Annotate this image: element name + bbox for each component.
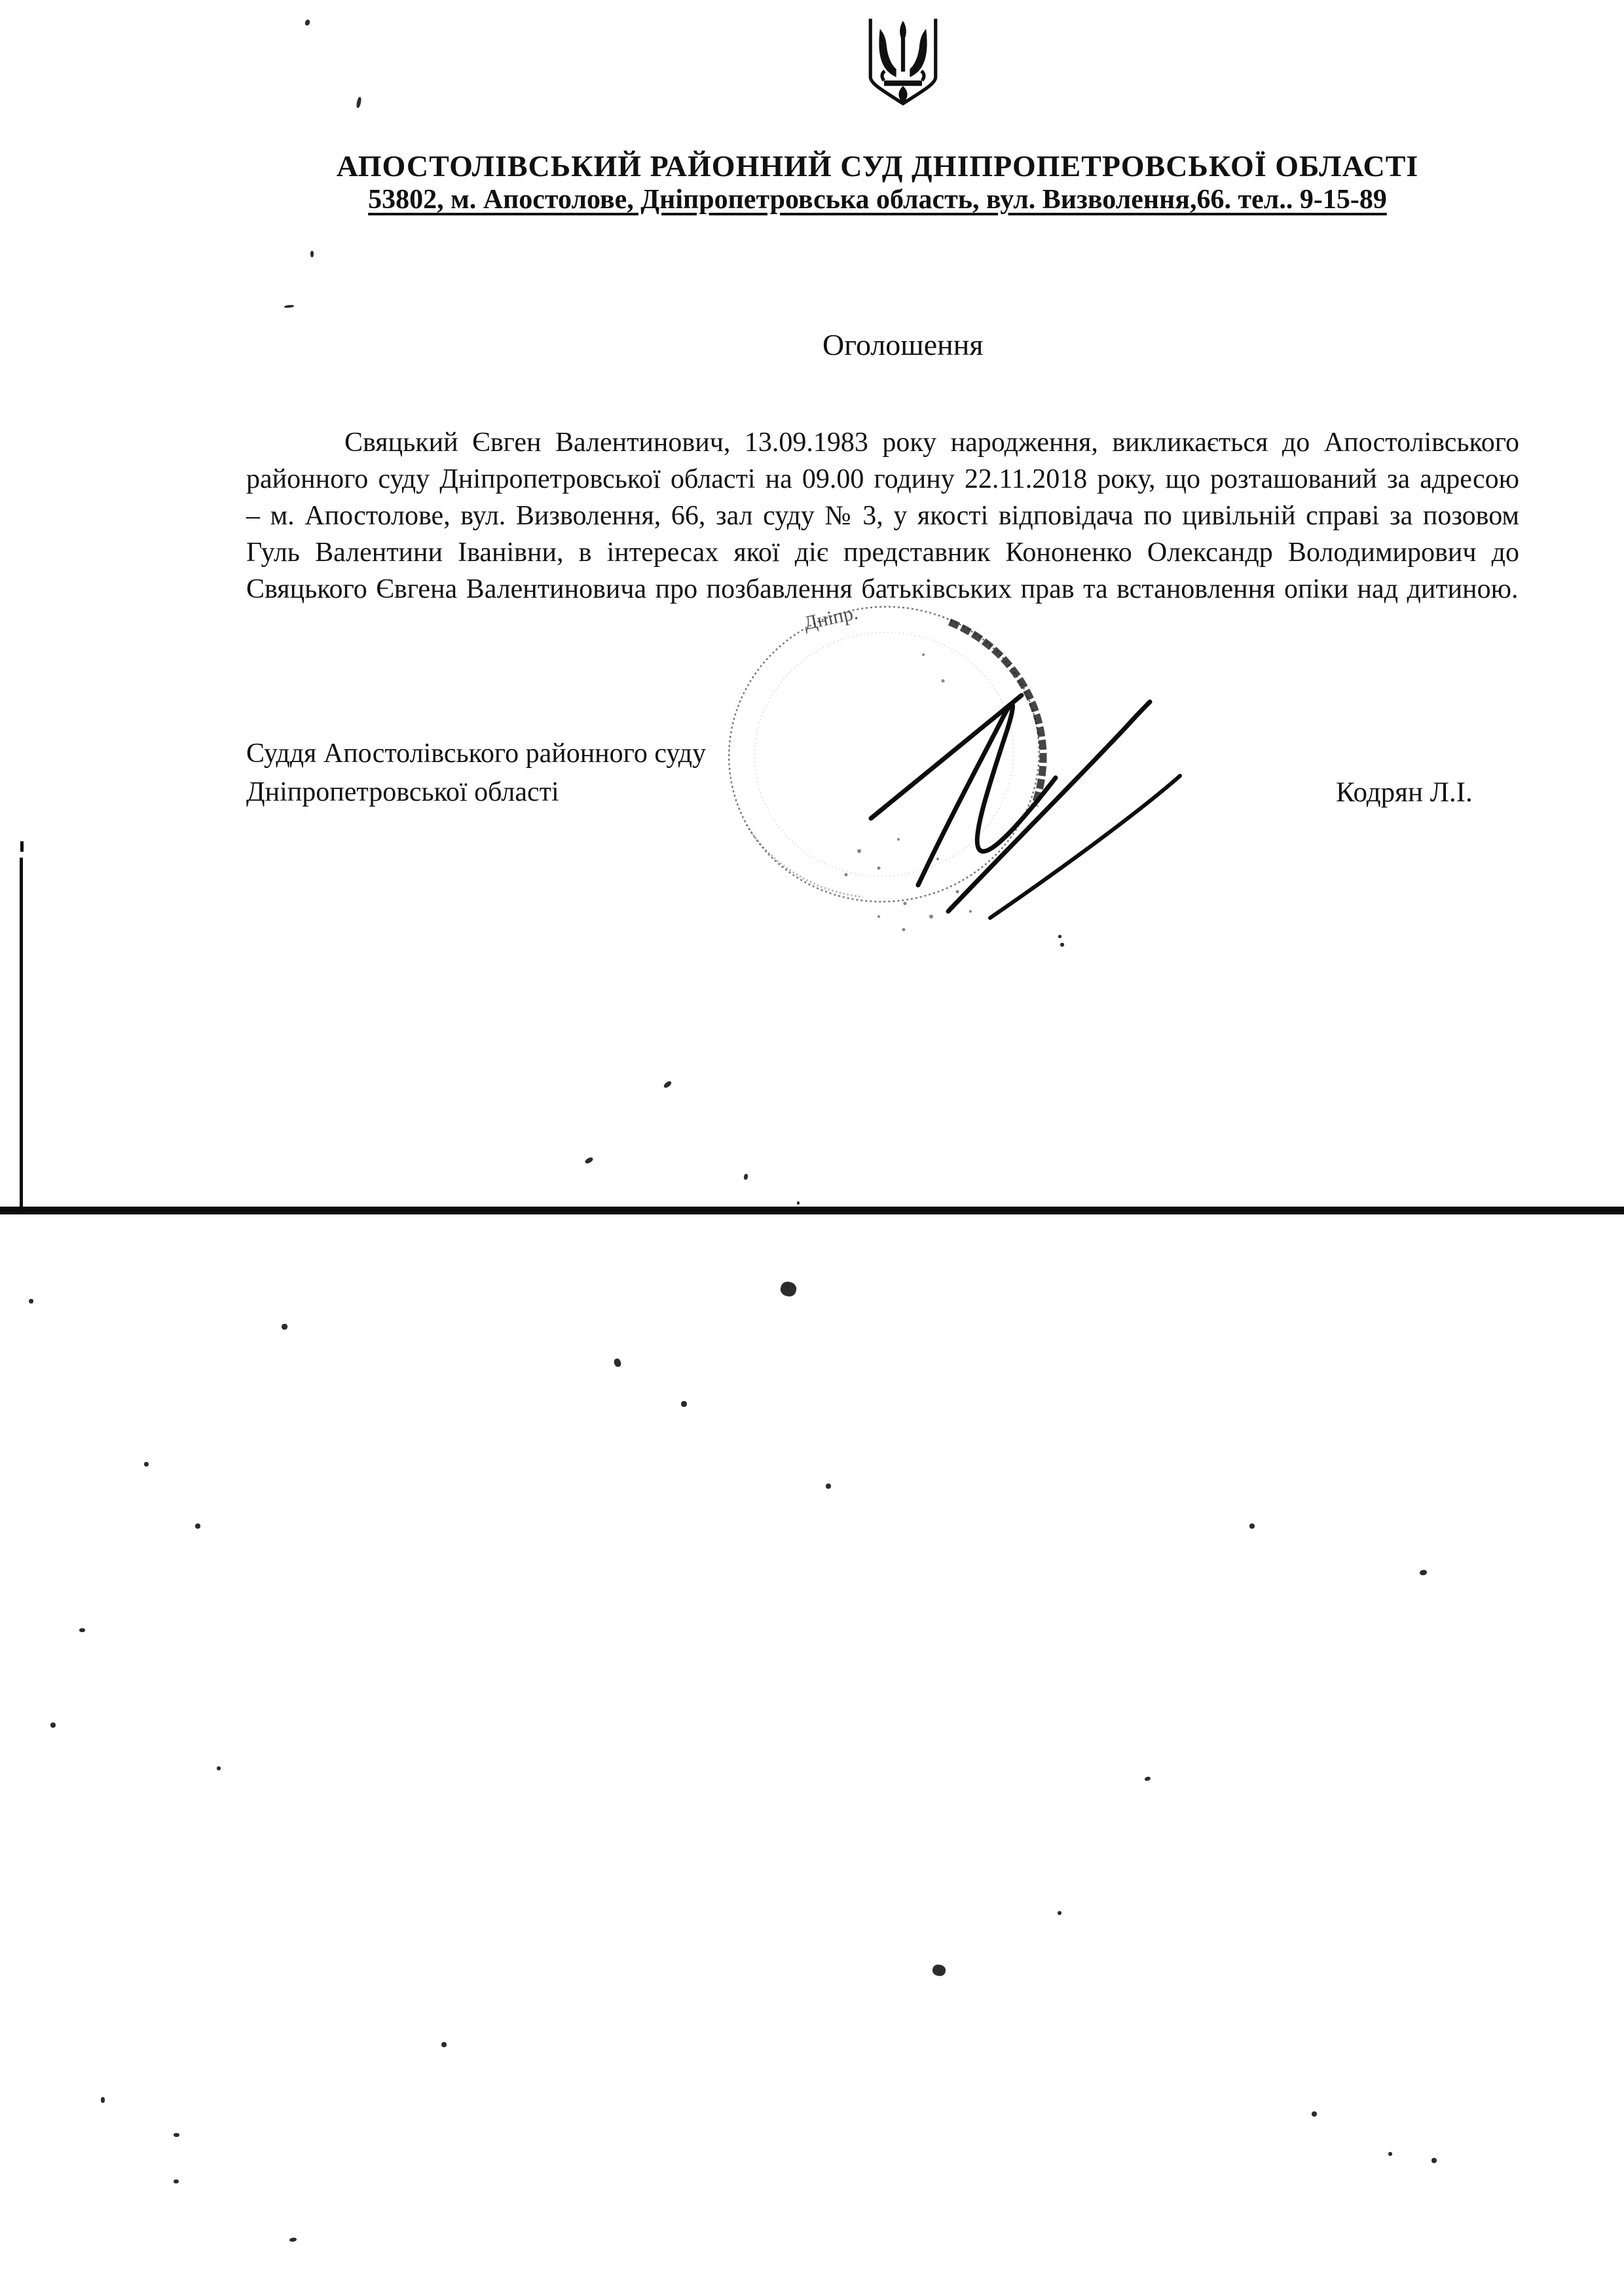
scan-speck [1388, 2152, 1392, 2156]
scan-speck [304, 19, 311, 26]
scan-speck [613, 1358, 622, 1368]
page-title: Оголошення [822, 328, 984, 361]
court-stamp-and-signature [707, 576, 1218, 943]
scan-speck [174, 2179, 179, 2183]
scan-speck [356, 97, 361, 109]
scan-speck [663, 1080, 673, 1089]
left-margin-line-dash [20, 841, 24, 852]
scan-speck [826, 1484, 831, 1489]
scan-speck [441, 2042, 447, 2047]
scan-speck [1312, 2111, 1317, 2117]
scan-speck [79, 1628, 85, 1632]
judge-name: Кодрян Л.І. [1336, 777, 1473, 808]
scan-speck [217, 1766, 221, 1770]
scan-speck [1144, 1776, 1151, 1781]
judge-role-line-2: Дніпропетровської області [246, 777, 559, 807]
scan-speck [932, 1963, 947, 1977]
left-margin-line [20, 858, 23, 1214]
scan-speck [284, 304, 294, 308]
ukraine-coat-of-arms-icon [866, 17, 940, 109]
scan-speck [289, 2237, 297, 2242]
scan-speck [681, 1401, 687, 1407]
court-address: 53802, м. Апостолове, Дніпропетровська область, вул. Визволення,66. тел.. 9-15-89 [368, 185, 1387, 215]
scan-speck [174, 2133, 179, 2137]
scan-speck [1419, 1569, 1427, 1576]
scan-speck [584, 1156, 594, 1165]
scan-speck [1060, 943, 1064, 947]
scan-speck [743, 1174, 748, 1180]
scan-speck [1058, 935, 1061, 938]
ink-spatter [845, 653, 972, 932]
scan-speck [797, 1201, 800, 1205]
document-header [131, 149, 1624, 216]
stamp-text-fragment: Дніпр. [802, 602, 860, 634]
announcement-body-text: Свяцький Євген Валентинович, 13.09.1983 року народження, викликається до Апостолівського районного суду Дніпропетровської області на 09.00 годину 22.11.2018 року, що розташований за адресою – м. Апостолове, вул. Визволення, 66, зал суду № 3, у якості відповідача по цивільній справі за позовом Гуль Валентини Іванівни, в інтересах якої діє представник Кононенко Олександр Володимирович до Свяцького Євгена Валентиновича про позбавлення батьківських прав та встановлення опіки над дитиною. [246, 428, 1519, 604]
scan-speck [282, 1324, 287, 1330]
scan-speck [101, 2097, 105, 2103]
scan-speck [1249, 1523, 1255, 1529]
scan-speck [779, 1280, 798, 1298]
court-stamp [710, 587, 1058, 931]
judge-role-line-1: Суддя Апостолівського районного суду [246, 738, 707, 769]
scan-speck [29, 1299, 33, 1303]
scan-speck [195, 1523, 200, 1529]
scan-speck [310, 251, 314, 257]
court-name: АПОСТОЛІВСЬКИЙ РАЙОННИЙ СУД ДНІПРОПЕТРОВСЬКОЇ ОБЛАСТІ [336, 149, 1419, 183]
scan-speck [1431, 2158, 1437, 2163]
scan-speck [1058, 1911, 1061, 1915]
scan-speck [50, 1722, 56, 1728]
judge-handwritten-signature [871, 695, 1180, 918]
scan-speck [144, 1462, 149, 1467]
page-break-scan-line [0, 1207, 1624, 1214]
